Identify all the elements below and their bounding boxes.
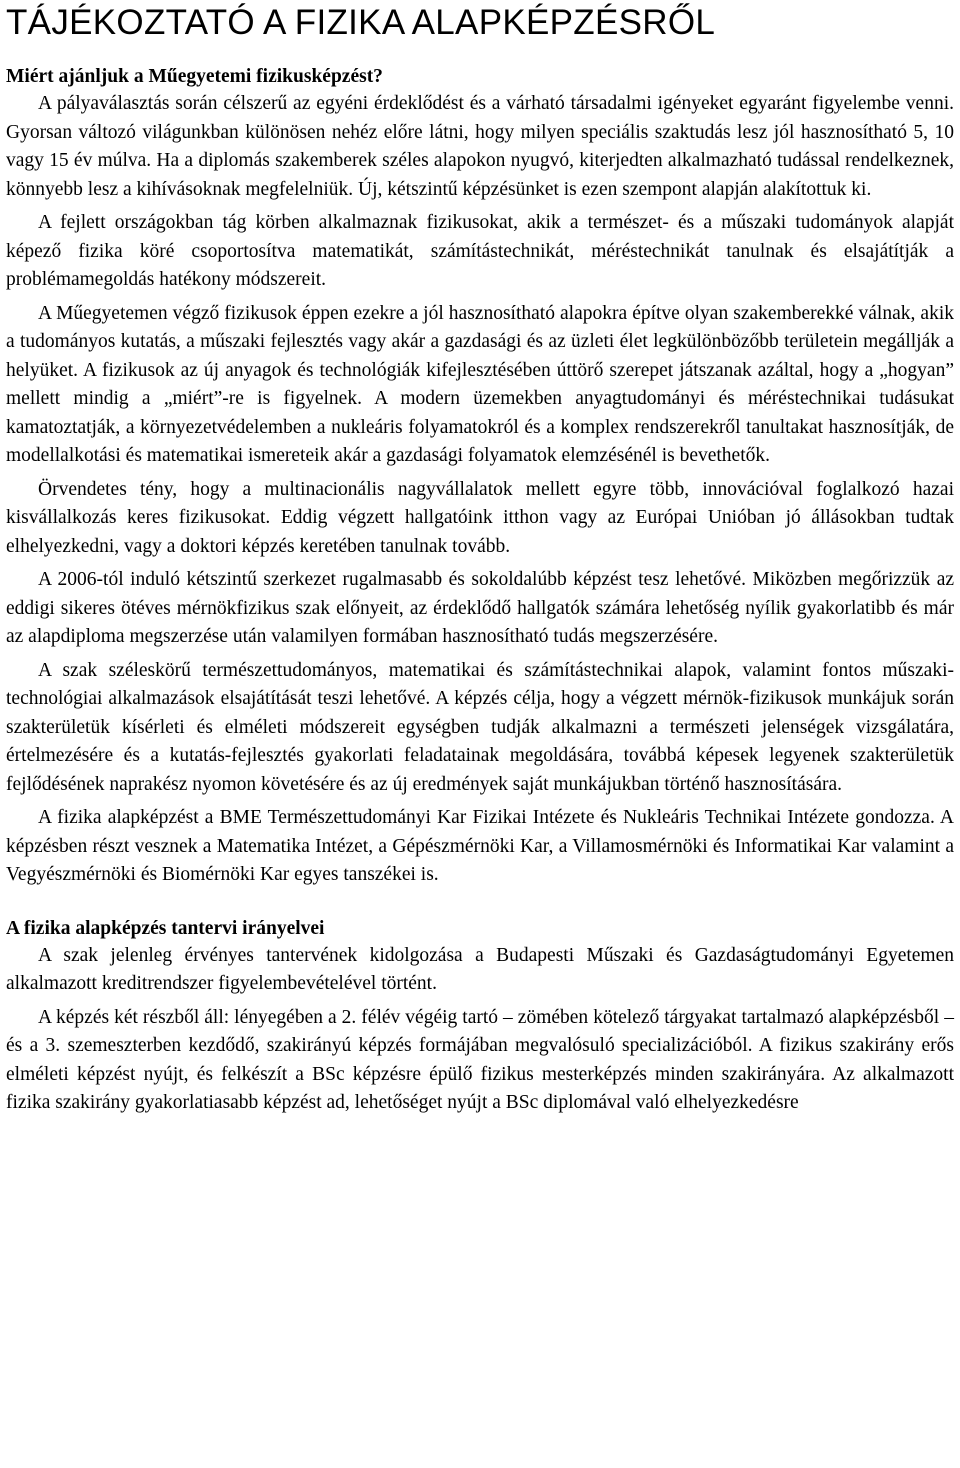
paragraph: A szak jelenleg érvényes tantervének kidolgozása a Budapesti Műszaki és Gazdaságtudományi Egyetemen alkalmazott kreditrendszer figyelembevételével történt. xyxy=(6,944,954,994)
document-page xyxy=(6,0,954,1123)
paragraph: A fejlett országokban tág körben alkalmaznak fizikusokat, akik a természet- és a műszaki tudományok alapját képező fizika köré csoportosítva matematikát, számítástechnikát, méréstechnikát tanulnak és elsajátítják a problémamegoldás hatékony módszereit. xyxy=(6,212,954,290)
paragraph: A Műegyetemen végző fizikusok éppen ezekre a jól hasznosítható alapokra építve olyan szakemberekké válnak, akik a tudományos kutatás, a műszaki fejlesztés vagy akár a gazdasági és az üzleti élet legkülönbözőbb területein megállják a helyüket. A fizikusok az új anyagok és technológiák kifejlesztésében úttörő szerepet játszanak azáltal, hogy a „hogyan” mellett mindig a „miért”-re is figyelnek. A modern üzemekben anyagtudományi és méréstechnikai tudásukat kamatoztatják, a környezetvédelemben a nukleáris folyamatokról és a komplex rendszerekről tanultakat hasznosítják, de modellalkotási és matematikai ismereteik akár a gazdasági folyamatok elemzésénél is bevethetők. xyxy=(6,302,954,466)
paragraph: A 2006-tól induló kétszintű szerkezet rugalmasabb és sokoldalúbb képzést tesz lehetővé. Miközben megőrizzük az eddigi sikeres ötéves mérnökfizikus szak előnyeit, az érdeklődő hallgatók számára lehetőség nyílik gyakorlatibb és már az alapdiploma megszerzése után valamilyen formában hasznosítható tudás megszerzésére. xyxy=(6,569,954,647)
paragraph: A képzés két részből áll: lényegében a 2. félév végéig tartó – zömében kötelező tárgyakat tartalmazó alapképzésből – és a 3. szemeszterben kezdődő, szakirányú képzés formájában megvalósuló specializációból. A fizikus szakirány erős elméleti képzést nyújt, és felkészít a BSc képzésre épülő fizikus mesterképzés minden szakirányára. Az alkalmazott fizika szakirány gyakorlatiasabb képzést ad, lehetőséget nyújt a BSc diplomával való elhelyezkedésre xyxy=(6,1006,954,1113)
paragraph: A fizika alapképzést a BME Természettudományi Kar Fizikai Intézete és Nukleáris Technikai Intézete gondozza. A képzésben részt vesznek a Matematika Intézet, a Gépészmérnöki Kar, a Villamosmérnöki és Informatikai Kar valamint a Vegyészmérnöki és Biomérnöki Kar egyes tanszékei is. xyxy=(6,807,954,885)
section-why-recommend xyxy=(6,64,954,890)
paragraph: A szak széleskörű természettudományos, matematikai és számítástechnikai alapok, valamint fontos műszaki-technológiai alkalmazások elsajátítását teszi lehetővé. A képzés célja, hogy a végzett mérnök-fizikusok munkájuk során szakterületük kísérleti és elméleti módszereit egységben tudják alkalmazni a természeti jelenségek vizsgálatára, értelmezésére és a kutatás-fejlesztés gyakorlati feladatainak megoldására, továbbá képesek legyenek szakterületük fejlődésének naprakész nyomon követésére és az új eredmények saját munkájukban történő hasznosítására. xyxy=(6,659,954,795)
paragraph: A pályaválasztás során célszerű az egyéni érdeklődést és a várható társadalmi igényeket egyaránt figyelembe venni. Gyorsan változó világunkban különösen nehéz előre látni, hogy milyen speciális szaktudás lesz jól hasznosítható 5, 10 vagy 15 év múlva. Ha a diplomás szakemberek széles alapokon nyugvó, kiterjedten alkalmazható tudással rendelkeznek, könnyebb lesz a kihívásoknak megfelelniük. Új, kétszintű képzésünket is ezen szempont alapján alakítottuk ki. xyxy=(6,93,954,200)
section-heading: Miért ajánljuk a Műegyetemi fizikusképzést? xyxy=(6,66,383,87)
document-title: TÁJÉKOZTATÓ A FIZIKA ALAPKÉPZÉSRŐL xyxy=(6,3,716,42)
section-heading: A fizika alapképzés tantervi irányelvei xyxy=(6,917,325,939)
paragraph: Örvendetes tény, hogy a multinacionális nagyvállalatok mellett egyre több, innovációval foglalkozó hazai kisvállalkozás keres fizikusokat. Eddig végzett hallgatóink itthon vagy az Európai Unióban jó állásokban tudtak elhelyezkedni, vagy a doktori képzés keretében tanulnak tovább. xyxy=(6,478,954,557)
section-curriculum-guidelines xyxy=(6,916,954,1118)
